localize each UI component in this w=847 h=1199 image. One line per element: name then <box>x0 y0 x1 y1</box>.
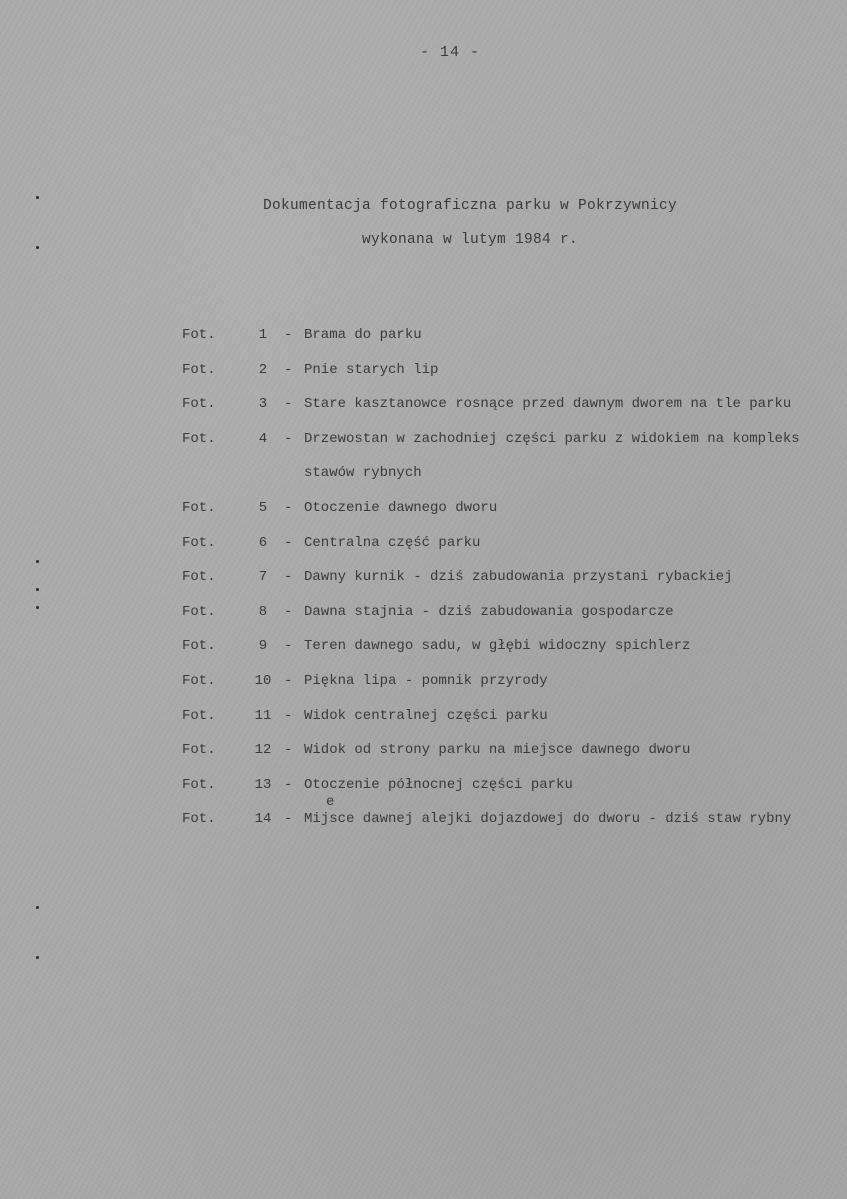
margin-dot <box>36 606 39 609</box>
entry-prefix: Fot. <box>182 327 216 343</box>
handwritten-correction: e <box>326 794 335 811</box>
entry-dash: - <box>284 672 293 689</box>
entry-number: 11 <box>254 707 272 724</box>
entry-description: Widok od strony parku na miejsce dawnego dworu <box>304 742 691 759</box>
entry-number: 2 <box>258 361 268 378</box>
entry-prefix: Fot. <box>182 742 216 759</box>
page-number: - 14 - <box>419 44 480 61</box>
entry-dash: - <box>284 361 293 378</box>
entry-description: Centralna część parku <box>304 534 481 551</box>
entry-number: 7 <box>258 569 268 586</box>
photo-entry <box>182 353 822 388</box>
entry-description: Stare kasztanowce rosnące przed dawnym dworem na tle parku <box>304 396 792 413</box>
entry-number: 5 <box>258 499 268 516</box>
entry-description: Pnie starych lip <box>304 361 439 378</box>
entry-prefix: Fot. <box>182 638 216 655</box>
entry-dash: - <box>284 534 293 551</box>
entry-description: Dawna stajnia - dziś zabudowania gospodarcze <box>304 603 674 620</box>
photo-entry <box>182 794 822 837</box>
margin-dot <box>36 560 39 563</box>
entry-dash: - <box>284 776 293 793</box>
entry-prefix: Fot. <box>182 396 216 413</box>
photo-entry <box>182 699 822 734</box>
photo-entry <box>182 629 822 664</box>
margin-dot <box>36 588 39 591</box>
entry-number: 14 <box>254 811 272 828</box>
entry-number: 8 <box>258 603 268 620</box>
photo-entry <box>182 422 822 491</box>
entry-description: e Mijsce dawnej alejki dojazdowej do dworu - dziś staw rybny <box>304 794 792 828</box>
entry-description: Piękna lipa - pomnik przyrody <box>304 672 548 689</box>
entry-dash: - <box>284 638 293 655</box>
photo-entry <box>182 595 822 630</box>
entry-dash: - <box>284 603 293 620</box>
entry-prefix: Fot. <box>182 776 216 793</box>
photo-entry <box>182 664 822 699</box>
entry-prefix: Fot. <box>182 430 216 447</box>
entry-number: 4 <box>258 430 268 447</box>
entry-dash: - <box>284 569 293 586</box>
photo-entry <box>182 768 822 803</box>
entry-prefix: Fot. <box>182 603 216 620</box>
entry-description: Brama do parku <box>304 327 422 343</box>
margin-dot <box>36 956 39 959</box>
entry-number: 9 <box>258 638 268 655</box>
photo-entry <box>182 387 822 422</box>
document-title: Dokumentacja fotograficzna parku w Pokrzywnicy <box>262 198 678 214</box>
entry-dash: - <box>284 742 293 759</box>
entry-number: 1 <box>258 327 268 343</box>
entry-prefix: Fot. <box>182 672 216 689</box>
photo-entry <box>182 733 822 768</box>
entry-description: Otoczenie dawnego dworu <box>304 499 498 516</box>
entry-dash: - <box>284 811 293 828</box>
entry-dash: - <box>284 327 293 343</box>
entry-number: 13 <box>254 776 272 793</box>
entry-number: 3 <box>258 396 268 413</box>
photo-list <box>182 318 822 837</box>
entry-description: Otoczenie północnej części parku <box>304 776 573 793</box>
entry-prefix: Fot. <box>182 811 216 828</box>
entry-number: 12 <box>254 742 272 759</box>
margin-marks <box>36 0 56 1199</box>
entry-dash: - <box>284 430 293 447</box>
entry-dash: - <box>284 707 293 724</box>
photo-entry <box>182 318 822 353</box>
entry-prefix: Fot. <box>182 361 216 378</box>
entry-dash: - <box>284 396 293 413</box>
entry-dash: - <box>284 499 293 516</box>
entry-description: Teren dawnego sadu, w głębi widoczny spichlerz <box>304 638 691 655</box>
entry-description: Widok centralnej części parku <box>304 707 548 724</box>
entry-description: Dawny kurnik - dziś zabudowania przystani rybackiej <box>304 569 733 586</box>
entry-number: 10 <box>254 672 272 689</box>
entry-description: Drzewostan w zachodniej części parku z widokiem na kompleks stawów rybnych <box>304 430 800 482</box>
photo-entry <box>182 526 822 561</box>
entry-prefix: Fot. <box>182 707 216 724</box>
entry-prefix: Fot. <box>182 569 216 586</box>
entry-number: 6 <box>258 534 268 551</box>
margin-dot <box>36 906 39 909</box>
photo-entry <box>182 560 822 595</box>
entry-prefix: Fot. <box>182 534 216 551</box>
entry-prefix: Fot. <box>182 499 216 516</box>
document-subtitle: wykonana w lutym 1984 r. <box>361 232 579 248</box>
photo-entry <box>182 491 822 526</box>
